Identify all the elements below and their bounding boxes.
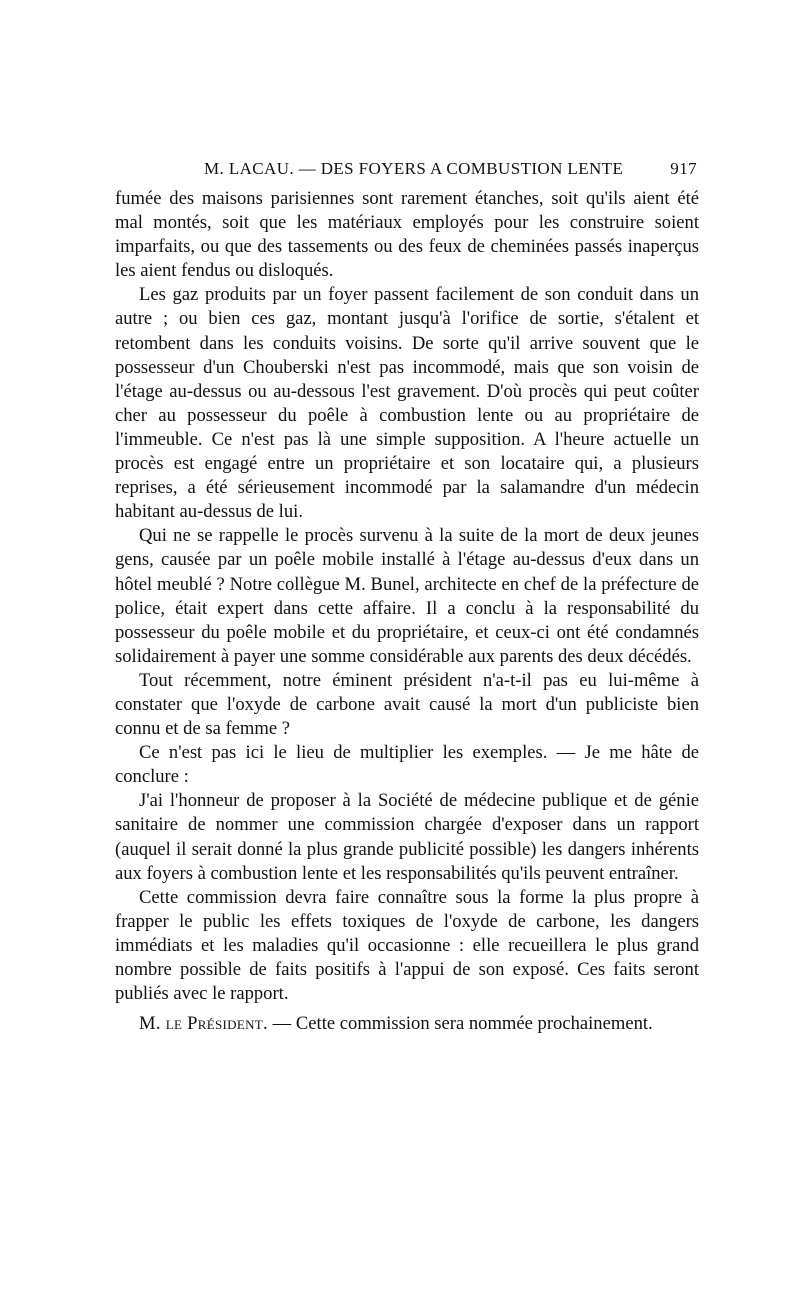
page-number: 917 xyxy=(670,159,697,178)
body-text xyxy=(115,187,699,1036)
paragraph-proposal: J'ai l'honneur de proposer à la Société de médecine publique et de génie sanitaire de nommer une commission chargée d'exposer dans un rapport (auquel il serait donné la plus grande publicité possible) les dangers inhérents aux foyers à combustion lente et les responsabilités qu'ils peuvent entraîner. xyxy=(115,790,699,884)
paragraph-conclusion-intro: Ce n'est pas ici le lieu de multiplier les exemples. — Je me hâte de conclure : xyxy=(115,742,699,788)
paragraph-commission: Cette commission devra faire connaître sous la forme la plus propre à frapper le public les effets toxiques de l'oxyde de carbone, les dangers immédiats et les maladies qu'il occasionne : elle recueillera le plus grand nombre possible de faits positifs à l'appui de son exposé. Ces faits seront publiés avec le rapport. xyxy=(115,886,699,1005)
running-header xyxy=(115,157,699,187)
paragraph-continuation: fumée des maisons parisiennes sont rarement étanches, soit qu'ils aient été mal montés, soit que les matériaux employés pour les construire soient imparfaits, ou que des tassements ou des feux de cheminées passés inaperçus les aient fendus ou disloqués. xyxy=(115,188,699,282)
paragraph-president: Tout récemment, notre éminent président n'a-t-il pas eu lui-même à constater que l'oxyde de carbone avait causé la mort d'un publiciste bien connu et de sa femme ? xyxy=(115,669,699,740)
document-page xyxy=(115,157,699,1036)
speaker-name: M. le Président. xyxy=(139,1013,268,1035)
paragraph-gas-conduits: Les gaz produits par un foyer passent facilement de son conduit dans un autre ; ou bien ces gaz, montant jusqu'à l'orifice de sortie, s'étalent et retombent dans les conduits voisins. De sorte qu'il arrive souvent que le possesseur d'un Chouberski n'est pas incommodé, mais que son voisin de l'étage au-dessus ou au-dessous l'est gravement. D'où procès qui peut coûter cher au possesseur du poêle à combustion lente ou au propriétaire de l'immeuble. Ce n'est pas là une simple supposition. A l'heure actuelle un procès est engagé entre un propriétaire et son locataire qui, a plusieurs reprises, a été sérieusement incommodé par la salamandre d'un médecin habitant au-dessus de lui. xyxy=(115,284,699,523)
closing-text: — Cette commission sera nommée prochainement. xyxy=(272,1013,653,1035)
running-title: M. LACAU. — DES FOYERS A COMBUSTION LENTE xyxy=(204,159,624,178)
closing-remark xyxy=(115,1012,699,1036)
paragraph-lawsuit: Qui ne se rappelle le procès survenu à la suite de la mort de deux jeunes gens, causée par un poêle mobile installé à l'étage au-dessus d'eux dans un hôtel meublé ? Notre collègue M. Bunel, architecte en chef de la préfecture de police, était expert dans cette affaire. Il a conclu à la responsabilité du possesseur du poêle mobile et du propriétaire, et ceux-ci ont été condamnés solidairement à payer une somme considérable aux parents des deux décédés. xyxy=(115,525,699,667)
